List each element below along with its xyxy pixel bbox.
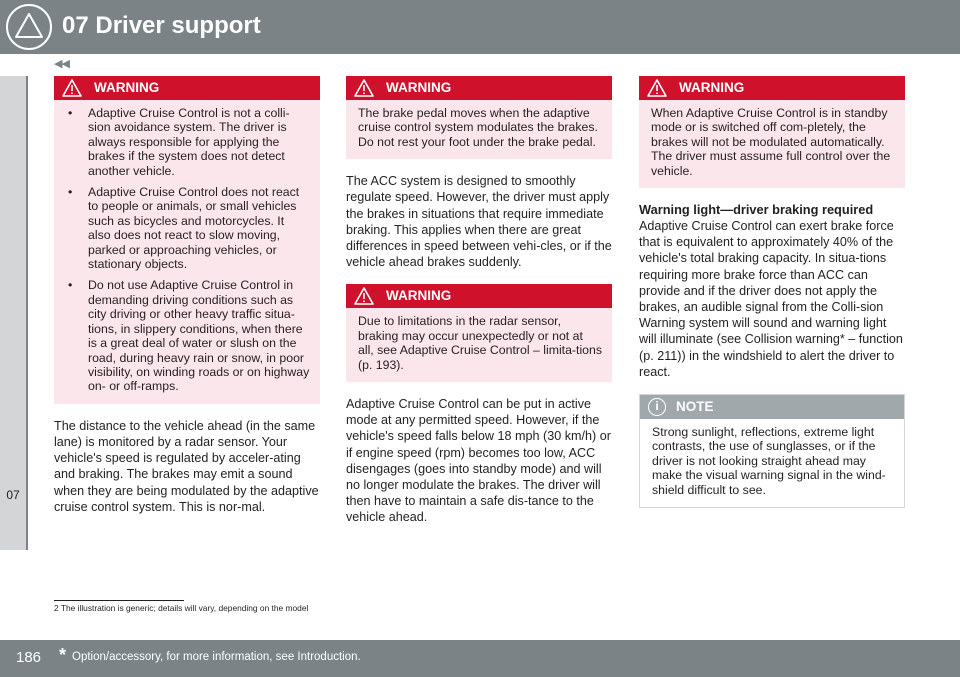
body-paragraph: Adaptive Cruise Control can exert brake force that is equivalent to approximately 40% of the vehicle's total braking capacity. In situa-tions requiring more brake force than ACC can provide and if the driver does not apply the brakes, an audible signal from the Colli-sion Warning system will sound and warning light will illuminate (see Collision warning* – function (p. 211)) in the windshield to alert the driver to react. [639,219,903,379]
warning-body [54,100,320,404]
list-item [66,106,310,178]
warning-box [54,76,320,404]
page-footer [0,640,960,677]
chapter-side-tab[interactable] [0,76,28,550]
back-arrows-icon[interactable]: ◀◀ [54,58,69,70]
list-item-text: Adaptive Cruise Control is not a colli-sion avoidance system. The driver is always responsible for applying the brakes if the system does not detect another vehicle. [88,106,290,178]
footnote: 2 The illustration is generic; details will vary, depending on the model [54,603,309,613]
warning-circle-icon [6,4,52,50]
column-2 [346,76,612,540]
body-paragraph: The distance to the vehicle ahead (in the same lane) is monitored by a radar sensor. Your vehicle's speed is regulated by acceler-ating and braking. The brakes may emit a sound when they are being modulated by the adaptive cruise control system. This is nor-mal. [54,418,319,514]
warning-triangle-icon [647,79,667,97]
list-item-text: Do not use Adaptive Cruise Control in demanding driving conditions such as city driving or other heavy traffic situa-tions, in slippery conditions, when there is a great deal of water or slush on the road, during heavy rain or snow, in poor visibility, on winding roads or on highway on- or off-ramps. [88,278,310,394]
warning-box [346,76,612,159]
body-paragraph: The ACC system is designed to smoothly regulate speed. However, the driver must apply the brakes in situations that require immediate braking. This applies when there are great differences in speed between vehi-cles, or if the vehicle ahead brakes suddenly. [346,174,612,270]
warning-title: WARNING [386,288,452,304]
column-1 [54,76,320,529]
warning-list [66,106,310,394]
warning-triangle-icon [354,287,374,305]
warning-header [54,76,320,100]
chapter-side-tab-label: 07 [6,488,20,502]
bullet-icon: • [68,278,73,293]
warning-box [639,76,905,188]
page-header [0,0,960,54]
warning-header [346,284,612,308]
footnote-divider [54,600,184,601]
footer-note: Option/accessory, for more information, see Introduction. [72,651,361,663]
body-paragraph: Adaptive Cruise Control can be put in active mode at any permitted speed. However, if the vehicle's speed falls below 18 mph (30 km/h) or if engine speed (rpm) becomes too low, ACC disengages (goes into standby mode) and will no longer modulate the brakes. The driver will then have to maintain a safe dis-tance to the vehicle ahead. [346,397,611,525]
info-icon: i [648,398,666,416]
column-3 [639,76,905,508]
note-title: NOTE [676,399,714,415]
section-subheading: Warning light—driver braking required [639,202,874,218]
warning-title: WARNING [386,80,452,95]
warning-body: The brake pedal moves when the adaptive cruise control system modulates the brakes. Do not rest your foot under the brake pedal. [358,106,598,149]
page-number: 186 [16,649,42,666]
list-item [66,278,310,393]
bullet-icon: • [68,185,73,200]
warning-header [639,76,905,100]
note-box [639,394,905,508]
bullet-icon: • [68,106,73,120]
note-header [640,395,904,419]
asterisk-icon: * [59,645,67,665]
list-item-text: Adaptive Cruise Control does not react to people or animals, or small vehicles such as bicycles and motorcycles. It also does not react to slow moving, parked or approaching vehicles, or stationary objects. [88,185,300,272]
warning-title: WARNING [679,80,745,95]
chapter-title: 07 Driver support [62,12,261,39]
warning-body: When Adaptive Cruise Control is in standby mode or is switched off com-pletely, the brakes will not be modulated automatically. The driver must assume full control over the vehicle. [651,106,891,178]
warning-body: Due to limitations in the radar sensor, braking may occur unexpectedly or not at all, see Adaptive Cruise Control – limita-tions (p. 193). [358,314,602,372]
warning-triangle-icon [354,79,374,97]
warning-header [346,76,612,100]
note-body: Strong sunlight, reflections, extreme light contrasts, the use of sunglasses, or if the driver is not looking straight ahead may make the visual warning signal in the wind-shield difficult to see. [652,425,886,497]
warning-box [346,284,612,382]
list-item [66,185,310,271]
warning-triangle-icon [62,79,82,97]
warning-title: WARNING [94,80,160,95]
